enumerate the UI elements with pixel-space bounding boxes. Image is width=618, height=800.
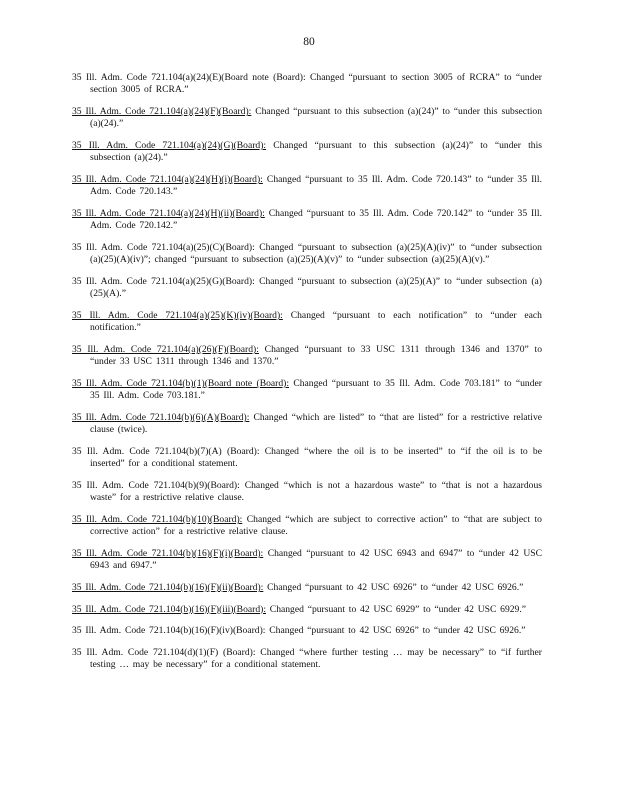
- code-citation: 35 Ill. Adm. Code 721.104(b)(9)(Board):: [72, 480, 240, 491]
- code-citation: 35 Ill. Adm. Code 721.104(b)(16)(F)(ii)(Board):: [72, 582, 264, 593]
- change-description: Changed “which are listed” to “that are listed” for a restrictive relative clause (twice).: [90, 412, 542, 436]
- amendment-entry: [72, 344, 542, 369]
- code-citation: 35 Ill. Adm. Code 721.104(a)(24)(F)(Board):: [72, 106, 252, 117]
- page-number: 80: [303, 36, 315, 48]
- code-citation: 35 Ill. Adm. Code 721.104(d)(1)(F) (Board):: [72, 646, 256, 658]
- amendment-list: [72, 72, 542, 681]
- change-description: Changed “where the oil is to be inserted” to “if the oil is to be inserted” for a conditional statement.: [90, 446, 542, 470]
- amendment-entry: [72, 412, 542, 437]
- code-citation: 35 Ill. Adm. Code 721.104(b)(16)(F)(iv)(Board):: [72, 625, 266, 637]
- amendment-entry: [72, 106, 542, 131]
- amendment-entry: [72, 208, 542, 233]
- amendment-entry: [72, 310, 542, 335]
- change-description: Changed “pursuant to 35 Ill. Adm. Code 703.181” to “under 35 Ill. Adm. Code 703.181.”: [90, 378, 542, 402]
- code-citation: 35 Ill. Adm. Code 721.104(a)(24)(H)(i)(Board):: [72, 174, 263, 185]
- code-citation: 35 Ill. Adm. Code 721.104(a)(26)(F)(Board):: [72, 344, 259, 355]
- amendment-entry: [72, 480, 542, 505]
- code-citation: 35 Ill. Adm. Code 721.104(a)(24)(H)(ii)(Board):: [72, 208, 265, 219]
- code-citation: 35 Ill. Adm. Code 721.104(b)(1)(Board note (Board):: [72, 378, 290, 389]
- amendment-entry: [72, 174, 542, 199]
- change-description: Changed “which are subject to corrective action” to “that are subject to corrective action” for a restrictive relative clause.: [90, 514, 542, 538]
- change-description: Changed “pursuant to subsection (a)(25)(A)(iv)” to “under subsection (a)(25)(A)(iv)”; changed “pursuant to subsection (a)(25)(A)(v)” to “under subsection (a)(25)(A)(v).”: [90, 242, 542, 266]
- change-description: Changed “pursuant to this subsection (a)(24)” to “under this subsection (a)(24).”: [90, 140, 542, 164]
- amendment-entry: [72, 514, 542, 539]
- change-description: Changed “pursuant to 42 USC 6943 and 6947” to “under 42 USC 6943 and 6947.”: [90, 548, 542, 572]
- code-citation: 35 Ill. Adm. Code 721.104(b)(7)(A) (Board):: [72, 446, 260, 457]
- amendment-entry: [72, 446, 542, 471]
- change-description: Changed “pursuant to this subsection (a)(24)” to “under this subsection (a)(24).”: [90, 106, 542, 130]
- amendment-entry: [72, 647, 542, 672]
- change-description: Changed “pursuant to 42 USC 6929” to “under 42 USC 6929.”: [269, 603, 527, 615]
- change-description: Changed “pursuant to section 3005 of RCRA” to “under section 3005 of RCRA.”: [90, 72, 542, 96]
- change-description: Changed “pursuant to 33 USC 1311 through 1346 and 1370” to “under 33 USC 1311 through 1346 and 1370.”: [90, 344, 542, 368]
- change-description: Changed “pursuant to each notification” to “under each notification.”: [90, 310, 542, 334]
- change-description: Changed “pursuant to 42 USC 6926” to “under 42 USC 6926.”: [269, 625, 526, 637]
- code-citation: 35 Ill. Adm. Code 721.104(a)(24)(E)(Board note (Board):: [72, 72, 306, 83]
- amendment-entry: [72, 242, 542, 267]
- amendment-entry: [72, 378, 542, 403]
- amendment-entry: [72, 625, 542, 637]
- change-description: Changed “pursuant to subsection (a)(25)(A)” to “under subsection (a)(25)(A).”: [90, 276, 542, 300]
- amendment-entry: [72, 140, 542, 165]
- code-citation: 35 Ill. Adm. Code 721.104(b)(10)(Board):: [72, 514, 243, 525]
- change-description: Changed “which is not a hazardous waste” to “that is not a hazardous waste” for a restrictive relative clause.: [90, 480, 542, 504]
- code-citation: 35 Ill. Adm. Code 721.104(b)(16)(F)(i)(Board):: [72, 548, 264, 559]
- amendment-entry: [72, 582, 542, 594]
- amendment-entry: [72, 276, 542, 301]
- change-description: Changed “where further testing … may be necessary” to “if further testing … may be necessary” for a conditional statement.: [90, 646, 542, 671]
- code-citation: 35 Ill. Adm. Code 721.104(a)(25)(C)(Board):: [72, 242, 255, 253]
- amendment-entry: [72, 548, 542, 573]
- change-description: Changed “pursuant to 35 Ill. Adm. Code 720.142” to “under 35 Ill. Adm. Code 720.142.”: [90, 208, 542, 232]
- code-citation: 35 Ill. Adm. Code 721.104(a)(24)(G)(Board):: [72, 140, 267, 151]
- amendment-entry: [72, 604, 542, 616]
- code-citation: 35 Ill. Adm. Code 721.104(a)(25)(G)(Board):: [72, 276, 255, 287]
- amendment-entry: [72, 72, 542, 97]
- change-description: Changed “pursuant to 42 USC 6926” to “under 42 USC 6926.”: [267, 582, 524, 593]
- change-description: Changed “pursuant to 35 Ill. Adm. Code 720.143” to “under 35 Ill. Adm. Code 720.143.”: [90, 174, 542, 198]
- code-citation: 35 Ill. Adm. Code 721.104(b)(16)(F)(iii)(Board):: [72, 603, 266, 615]
- code-citation: 35 Ill. Adm. Code 721.104(b)(6)(A)(Board):: [72, 412, 250, 423]
- code-citation: 35 Ill. Adm. Code 721.104(a)(25)(K)(iv)(Board):: [72, 310, 283, 321]
